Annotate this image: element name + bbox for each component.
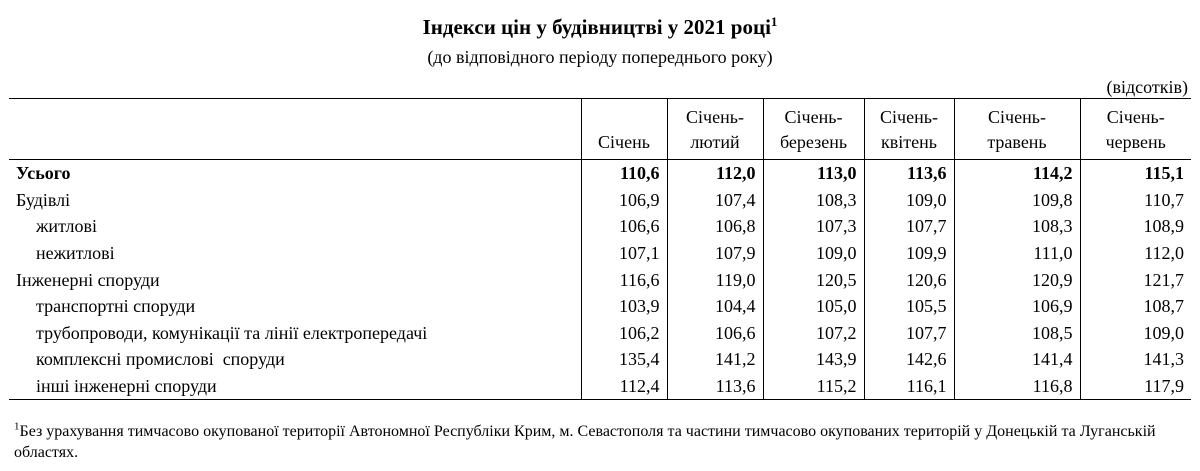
table-cell: 107,7 [864,320,954,347]
table-cell: 107,2 [763,320,864,347]
table-cell: 110,7 [1080,187,1191,214]
table-cell: 107,7 [864,213,954,240]
table-cell: 108,7 [1080,293,1191,320]
page-subtitle: (до відповідного періоду попереднього року) [427,47,773,67]
table-cell: 112,4 [581,373,667,400]
table-cell: 109,8 [954,187,1080,214]
header-corner-cell [9,99,581,160]
row-label: житлові [9,213,581,240]
table-cell: 121,7 [1080,266,1191,293]
row-label: транспортні споруди [9,293,581,320]
table-cell: 109,0 [763,240,864,267]
table-row-total [9,160,1191,187]
table-cell: 107,4 [667,187,763,214]
table-cell: 103,9 [581,293,667,320]
table-cell: 109,9 [864,240,954,267]
row-label: Будівлі [9,187,581,214]
table-cell: 119,0 [667,266,763,293]
table-cell: 113,6 [667,373,763,400]
table-row [9,240,1191,267]
row-label: Інженерні споруди [9,266,581,293]
table-cell: 107,9 [667,240,763,267]
table-cell: 106,6 [667,320,763,347]
table-cell: 109,0 [1080,320,1191,347]
table-cell: 115,1 [1080,160,1191,187]
table-cell: 113,6 [864,160,954,187]
row-label: Усього [9,160,581,187]
column-header: Січень [581,99,667,160]
title-footnote-mark: 1 [770,14,778,29]
row-label: інші інженерні споруди [9,373,581,400]
table-cell: 109,0 [864,187,954,214]
table-cell: 104,4 [667,293,763,320]
column-header: Січень- червень [1080,99,1191,160]
row-label: комплексні промислові споруди [9,346,581,373]
table-cell: 112,0 [667,160,763,187]
table-cell: 106,6 [581,213,667,240]
table-row [9,320,1191,347]
table-cell: 108,5 [954,320,1080,347]
table-row [9,293,1191,320]
footnote [14,421,1189,463]
table-cell: 106,9 [581,187,667,214]
table-cell: 142,6 [864,346,954,373]
column-header: Січень- лютий [667,99,763,160]
table-cell: 117,9 [1080,373,1191,400]
table-cell: 116,6 [581,266,667,293]
column-header: Січень- травень [954,99,1080,160]
table-cell: 141,2 [667,346,763,373]
table-cell: 120,6 [864,266,954,293]
table-cell: 105,0 [763,293,864,320]
column-header: Січень- квітень [864,99,954,160]
table-cell: 106,2 [581,320,667,347]
row-label: нежитлові [9,240,581,267]
table-header-row [9,99,1191,160]
title-text: Індекси цін у будівництві у 2021 році [422,15,771,39]
table-cell: 108,3 [763,187,864,214]
table-cell: 112,0 [1080,240,1191,267]
table-cell: 141,4 [954,346,1080,373]
table-cell: 111,0 [954,240,1080,267]
table-cell: 135,4 [581,346,667,373]
row-label: трубопроводи, комунікації та лінії електропередачі [9,320,581,347]
page-title [0,14,1200,40]
unit-label: (відсотків) [1106,77,1188,97]
table-cell: 105,5 [864,293,954,320]
footnote-text: Без урахування тимчасово окупованої території Автономної Республіки Крим, м. Севастополя та частини тимчасово окупованих територій у Донецькій та Луганській областях. [14,423,1156,461]
table-cell: 114,2 [954,160,1080,187]
table-cell: 115,2 [763,373,864,400]
table-cell: 141,3 [1080,346,1191,373]
table-cell: 108,3 [954,213,1080,240]
price-index-table [9,98,1191,400]
footnote-mark: 1 [14,420,20,433]
table-cell: 107,3 [763,213,864,240]
table-cell: 108,9 [1080,213,1191,240]
table-cell: 113,0 [763,160,864,187]
table-cell: 106,8 [667,213,763,240]
table-cell: 116,1 [864,373,954,400]
column-header: Січень- березень [763,99,864,160]
table-row [9,187,1191,214]
table-cell: 120,9 [954,266,1080,293]
table-cell: 116,8 [954,373,1080,400]
table-row [9,213,1191,240]
table-cell: 143,9 [763,346,864,373]
table-cell: 107,1 [581,240,667,267]
table-row [9,266,1191,293]
table-row [9,346,1191,373]
table-cell: 110,6 [581,160,667,187]
table-cell: 120,5 [763,266,864,293]
table-cell: 106,9 [954,293,1080,320]
table-row [9,373,1191,400]
